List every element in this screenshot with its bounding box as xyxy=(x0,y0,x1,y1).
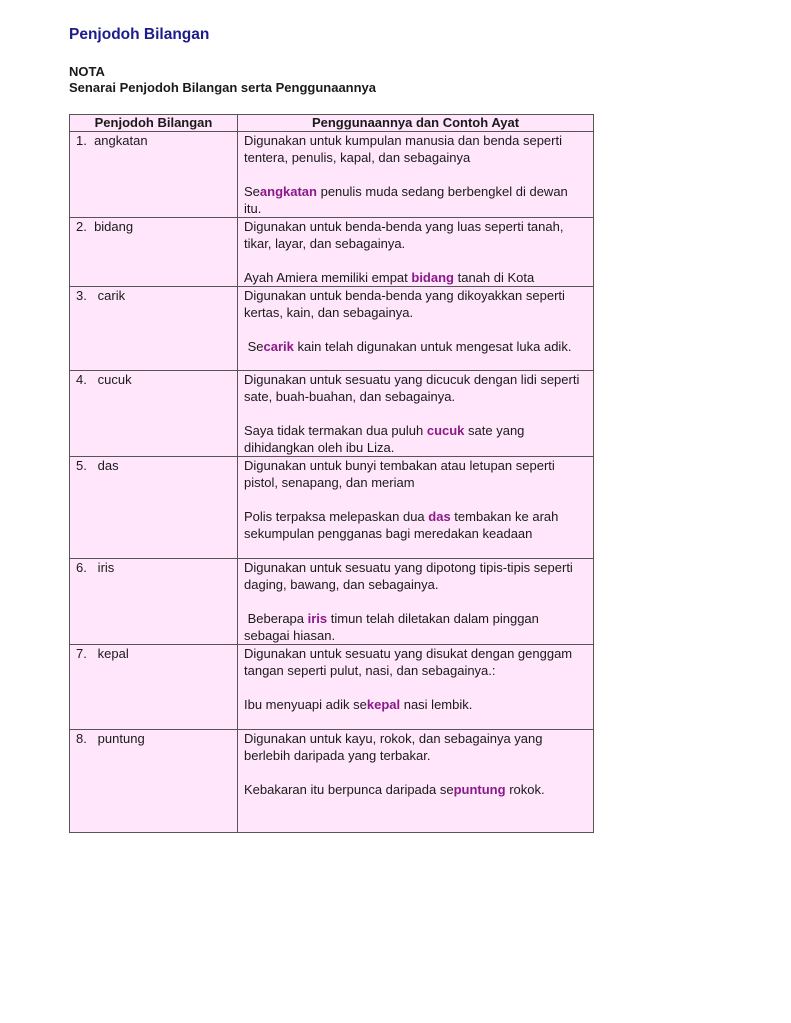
column-header-penggunaan: Penggunaannya dan Contoh Ayat xyxy=(238,115,594,132)
penjodoh-word-cell: 7. kepal xyxy=(70,645,238,730)
table-row xyxy=(70,371,594,457)
example-sentence xyxy=(244,269,587,286)
table-row xyxy=(70,132,594,218)
example-sentence xyxy=(244,610,587,644)
example-text: Se xyxy=(244,184,260,199)
usage-example-cell xyxy=(238,218,594,287)
example-sentence xyxy=(244,508,587,542)
usage-text: Digunakan untuk kayu, rokok, dan sebagainya yang berlebih daripada yang terbakar. xyxy=(244,731,543,763)
table-row xyxy=(70,287,594,371)
table-body xyxy=(70,132,594,833)
nota-heading: NOTA xyxy=(69,64,105,79)
example-text: rokok. xyxy=(505,782,545,797)
penjodoh-word-cell: 2. bidang xyxy=(70,218,238,287)
usage-text: Digunakan untuk sesuatu yang dipotong tipis-tipis seperti daging, bawang, dan sebagainya. xyxy=(244,560,573,592)
example-text: nasi lembik. xyxy=(400,697,473,712)
penjodoh-word-cell: 3. carik xyxy=(70,287,238,371)
highlighted-penjodoh: das xyxy=(428,509,451,524)
example-text: Saya tidak termakan dua puluh xyxy=(244,423,427,438)
penjodoh-word-cell: 5. das xyxy=(70,457,238,559)
example-sentence xyxy=(244,696,587,713)
usage-example-cell xyxy=(238,559,594,645)
highlighted-penjodoh: bidang xyxy=(411,270,454,285)
highlighted-penjodoh: iris xyxy=(307,611,328,626)
penjodoh-word-cell: 4. cucuk xyxy=(70,371,238,457)
table-header-row xyxy=(70,115,594,132)
example-sentence xyxy=(244,781,587,798)
usage-example-cell xyxy=(238,287,594,371)
example-text: tanah di Kota xyxy=(453,270,535,285)
table-row xyxy=(70,218,594,287)
usage-example-cell xyxy=(238,730,594,833)
highlighted-penjodoh: angkatan xyxy=(259,184,317,199)
example-text: Polis terpaksa melepaskan dua xyxy=(244,509,429,524)
example-sentence xyxy=(244,422,587,456)
example-sentence xyxy=(244,338,587,355)
example-text: penulis muda sedang berbengkel di dewan itu. xyxy=(244,184,572,216)
example-sentence xyxy=(244,183,587,217)
usage-text: Digunakan untuk benda-benda yang luas seperti tanah, tikar, layar, dan sebagainya. xyxy=(244,219,564,251)
usage-example-cell xyxy=(238,457,594,559)
example-text: Ayah Amiera memiliki empat xyxy=(244,270,412,285)
penjodoh-word-cell: 8. puntung xyxy=(70,730,238,833)
page-title: Penjodoh Bilangan xyxy=(69,26,210,43)
usage-text: Digunakan untuk bunyi tembakan atau letupan seperti pistol, senapang, dan meriam xyxy=(244,458,555,490)
highlighted-penjodoh: puntung xyxy=(453,782,506,797)
usage-text: Digunakan untuk kumpulan manusia dan benda seperti tentera, penulis, kapal, dan sebagainya xyxy=(244,133,562,165)
usage-text: Digunakan untuk sesuatu yang dicucuk dengan lidi seperti sate, buah-buahan, dan sebagainya. xyxy=(244,372,580,404)
example-text: Se xyxy=(244,339,264,354)
usage-example-cell xyxy=(238,645,594,730)
highlighted-penjodoh: cucuk xyxy=(426,423,465,438)
penjodoh-bilangan-table xyxy=(69,114,594,833)
penjodoh-word-cell: 6. iris xyxy=(70,559,238,645)
example-text: Beberapa xyxy=(244,611,308,626)
highlighted-penjodoh: kepal xyxy=(366,697,401,712)
table-row xyxy=(70,645,594,730)
table-row xyxy=(70,559,594,645)
usage-text: Digunakan untuk sesuatu yang disukat dengan genggam tangan seperti pulut, nasi, dan sebagainya.: xyxy=(244,646,573,678)
example-text: kain telah digunakan untuk mengesat luka adik. xyxy=(293,339,572,354)
usage-example-cell xyxy=(238,132,594,218)
example-text: Kebakaran itu berpunca daripada se xyxy=(244,782,454,797)
usage-example-cell xyxy=(238,371,594,457)
example-text: Ibu menyuapi adik se xyxy=(244,697,367,712)
example-text: sate yang dihidangkan oleh ibu Liza. xyxy=(244,423,529,455)
column-header-penjodoh: Penjodoh Bilangan xyxy=(70,115,238,132)
table-row xyxy=(70,730,594,833)
usage-text: Digunakan untuk benda-benda yang dikoyakkan seperti kertas, kain, dan sebagainya. xyxy=(244,288,565,320)
penjodoh-word-cell: 1. angkatan xyxy=(70,132,238,218)
example-text: tembakan ke arah sekumpulan pengganas bagi meredakan keadaan xyxy=(244,509,562,541)
example-text: timun telah diletakan dalam pinggan sebagai hiasan. xyxy=(244,611,543,643)
table-row xyxy=(70,457,594,559)
nota-subtitle: Senarai Penjodoh Bilangan serta Penggunaannya xyxy=(69,80,377,95)
highlighted-penjodoh: carik xyxy=(263,339,294,354)
